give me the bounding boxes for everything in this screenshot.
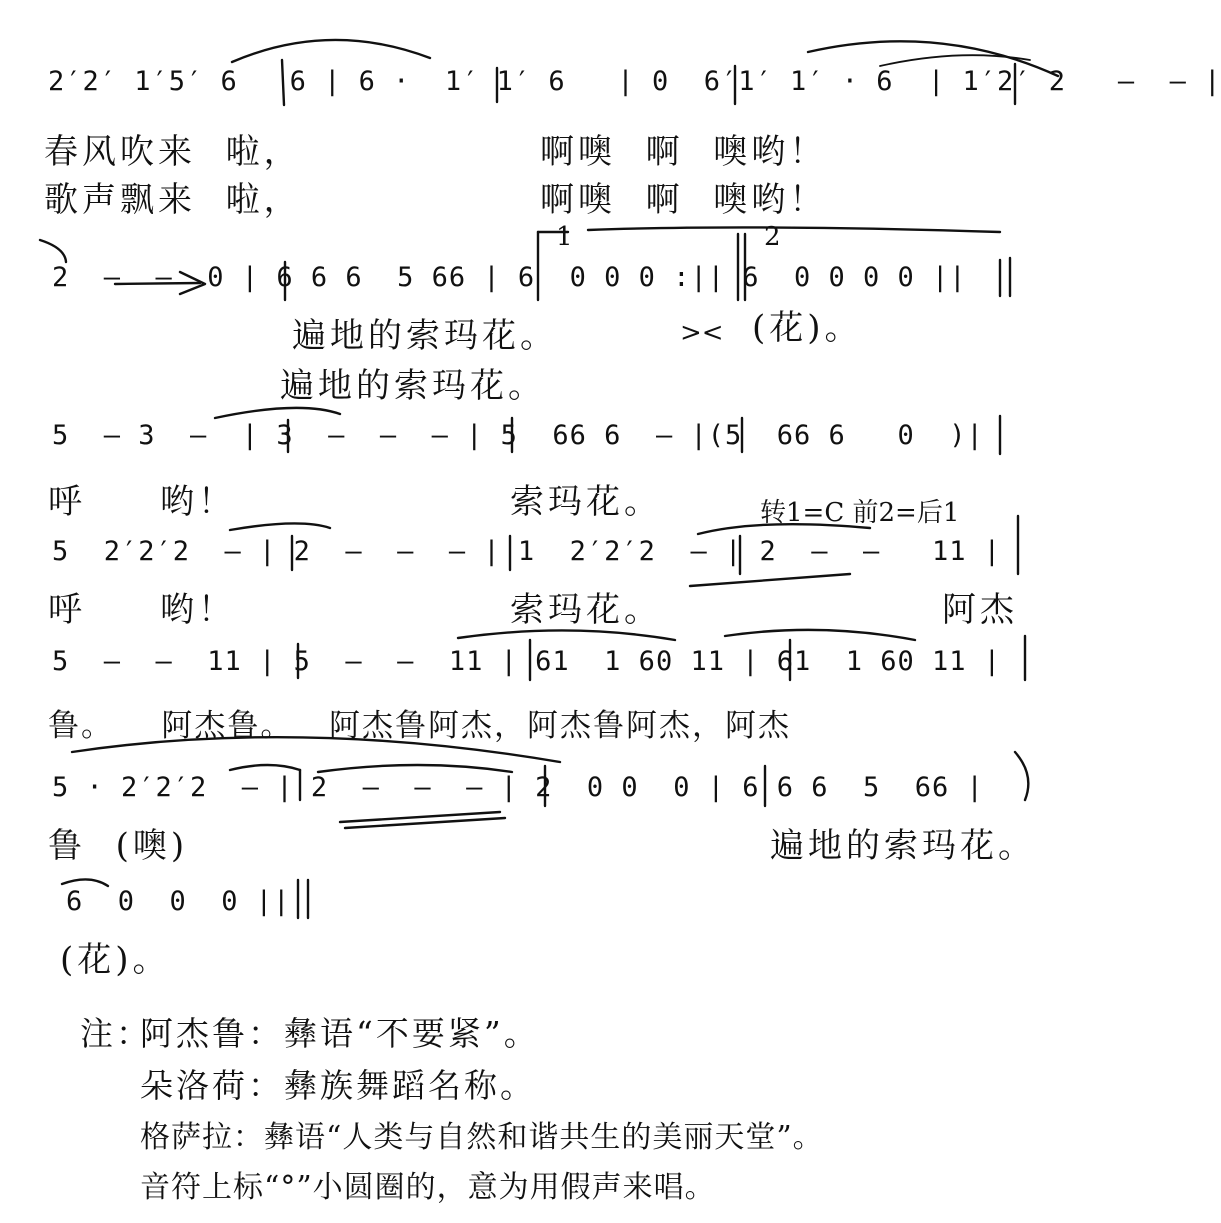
- system6-notes: 5 · 2′2′2 — | 2 — — — | 2 0 0 0 | 6 6 6 5 66 |: [52, 772, 984, 803]
- system1-notes: 2′2′ 1′5′ 6 6 | 6 · 1′ 1′ 6 | 0 6′1′ 1′ · 6 | 1′2′ 2 — — |: [48, 66, 1221, 97]
- footnote-item-3: 格萨拉：彝语“人类与自然和谐共生的美丽天堂”。: [140, 1120, 824, 1155]
- volta-1: 1: [556, 222, 573, 252]
- footnote-item-4: 音符上标“°”小圆圈的，意为用假声来唱。: [140, 1170, 716, 1205]
- footnote-label: 注：: [80, 1014, 152, 1053]
- system4-notes: 5 2′2′2 — | 2 — — — | 1 2′2′2 — | 2 — — 11 |: [52, 536, 1002, 567]
- system4-lyric: 呼 哟！: [48, 590, 237, 630]
- footnote-item-2: 朵洛荷：彝族舞蹈名称。: [140, 1066, 536, 1105]
- system3-notes: 5 — 3 — | 3 — — — | 5 66 6 — |(5 66 6 0 )|: [52, 420, 984, 451]
- system4-lyric-b: 索玛花。: [510, 590, 662, 630]
- volta-2: 2: [764, 222, 781, 252]
- footnote-item-1: 阿杰鲁：彝语“不要紧”。: [140, 1014, 540, 1053]
- system6-lyric-b: 遍地的索玛花。: [770, 826, 1036, 866]
- system1-lyric2: 歌声飘来 啦，: [44, 180, 302, 220]
- system5-notes: 5 — — 11 | 5 — — 11 | 61 1 60 11 | 61 1 60 11 |: [52, 646, 1002, 677]
- system2-lyric2: 遍地的索玛花。: [280, 366, 546, 406]
- system2-notes: 2 — — 0 | 6 6 6 5 66 | 6 0 0 0 :|| 6 0 0 0 0 ||: [52, 262, 967, 293]
- system4-lyric-c: 阿杰: [942, 590, 1018, 630]
- system7-notes: 6 0 0 0 ||: [66, 886, 291, 917]
- system6-lyric: 鲁 (噢): [48, 826, 189, 866]
- system2-mark: ><: [680, 318, 724, 348]
- system2-lyric1b: (花)。: [752, 308, 863, 348]
- system7-lyric: (花)。: [60, 940, 171, 980]
- key-change-annotation: 转1=C 前2=后1: [760, 498, 960, 528]
- system1-lyric1b: 啊噢 啊 噢哟！: [540, 132, 828, 172]
- system2-lyric1: 遍地的索玛花。: [292, 316, 558, 356]
- system1-lyric1: 春风吹来 啦，: [44, 132, 302, 172]
- system1-lyric2b: 啊噢 啊 噢哟！: [540, 180, 828, 220]
- system3-lyric: 呼 哟！: [48, 482, 237, 522]
- system5-lyric: 鲁。 阿杰鲁。 阿杰鲁阿杰，阿杰鲁阿杰，阿杰: [48, 708, 791, 744]
- system3-lyric-b: 索玛花。: [510, 482, 662, 522]
